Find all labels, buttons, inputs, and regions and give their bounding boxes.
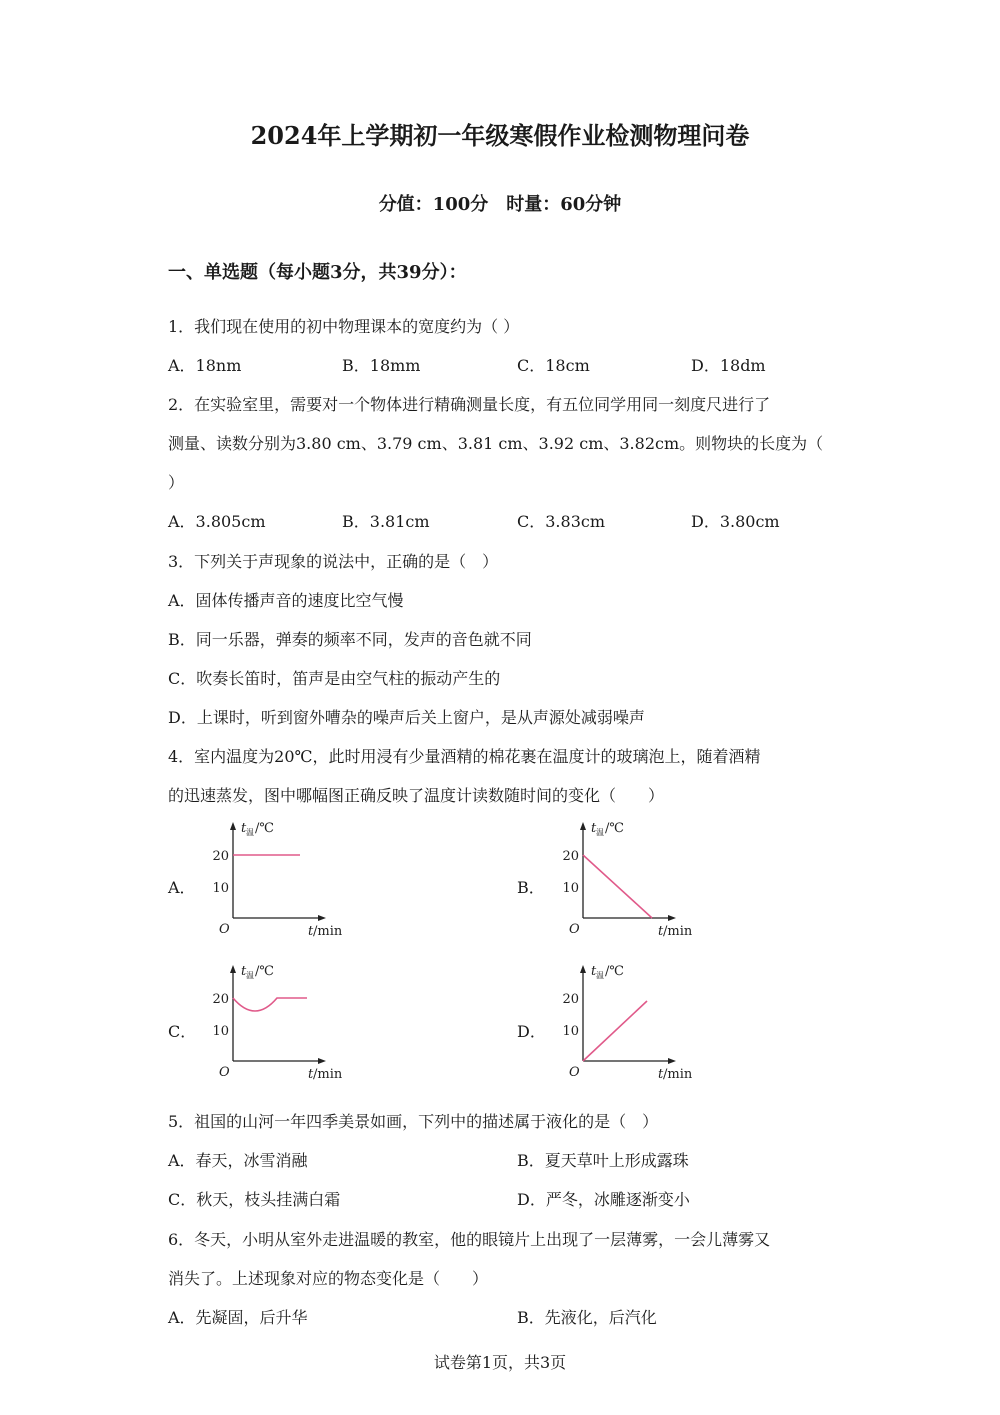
x-axis-label: t	[658, 924, 664, 939]
page-title: 2024年上学期初一年级寒假作业检测物理问卷	[250, 121, 750, 150]
temperature-curve	[233, 998, 307, 1011]
tick-label-20: 20	[562, 849, 579, 864]
q2-option-a: A．3.805cm	[168, 512, 266, 531]
q2-option-d: D．3.80cm	[691, 512, 780, 531]
x-axis-unit: /min	[313, 1067, 343, 1082]
tick-label-20: 20	[212, 849, 229, 864]
q2-stem-line1: 2．在实验室里，需要对一个物体进行精确测量长度，有五位同学用同一刻度尺进行了	[168, 395, 771, 414]
q1-option-b: B．18mm	[342, 356, 421, 375]
q5-option-c: C．秋天，枝头挂满白霜	[168, 1190, 341, 1209]
q4-stem-line2: 的迅速蒸发，图中哪幅图正确反映了温度计读数随时间的变化（ ）	[168, 786, 665, 805]
q3-option-c: C．吹奏长笛时，笛声是由空气柱的振动产生的	[168, 669, 501, 688]
q1-option-c: C．18cm	[517, 356, 590, 375]
q2-option-c: C．3.83cm	[517, 512, 606, 531]
x-axis-arrow	[668, 1058, 676, 1064]
x-axis-arrow	[318, 915, 326, 921]
q4-graph-d	[555, 958, 705, 1088]
exam-info: 分值：100分 时量：60分钟	[378, 194, 622, 215]
origin-label: O	[219, 922, 230, 937]
x-axis-arrow	[668, 915, 676, 921]
q4-label-c: C．	[168, 1022, 197, 1041]
origin-label: O	[569, 922, 580, 937]
q5-option-d: D．严冬，冰雕逐渐变小	[517, 1190, 690, 1209]
y-axis-unit: /℃	[255, 821, 274, 836]
q4-graph-a	[205, 815, 355, 945]
q3-option-a: A．固体传播声音的速度比空气慢	[168, 591, 404, 610]
y-axis-subscript: 温	[246, 971, 254, 980]
q6-stem-line2: 消失了。上述现象对应的物态变化是（ ）	[168, 1269, 489, 1288]
q5-option-b: B．夏天草叶上形成露珠	[517, 1151, 689, 1170]
q3-option-d: D．上课时，听到窗外嘈杂的噪声后关上窗户，是从声源处减弱噪声	[168, 708, 645, 727]
temperature-curve	[583, 855, 652, 918]
y-axis-label: t	[241, 964, 247, 979]
tick-label-10: 10	[562, 1024, 579, 1039]
y-axis-arrow	[230, 965, 236, 973]
q2-stem-line3: ）	[168, 473, 185, 492]
q4-label-d: D．	[517, 1022, 546, 1041]
y-axis-label: t	[591, 821, 597, 836]
section-heading: 一、单选题（每小题3分，共39分）：	[168, 262, 467, 283]
y-axis-arrow	[230, 822, 236, 830]
q1-option-a: A．18nm	[168, 356, 242, 375]
x-axis-arrow	[318, 1058, 326, 1064]
q2-option-b: B．3.81cm	[342, 512, 430, 531]
temperature-curve	[583, 1001, 647, 1061]
y-axis-unit: /℃	[605, 821, 624, 836]
q4-graph-c	[205, 958, 355, 1088]
y-axis-unit: /℃	[605, 964, 624, 979]
y-axis-arrow	[580, 965, 586, 973]
q6-stem-line1: 6．冬天，小明从室外走进温暖的教室，他的眼镜片上出现了一层薄雾，一会儿薄雾又	[168, 1230, 771, 1249]
y-axis-unit: /℃	[255, 964, 274, 979]
tick-label-20: 20	[562, 992, 579, 1007]
x-axis-label: t	[308, 1067, 314, 1082]
q1-option-d: D．18dm	[691, 356, 766, 375]
tick-label-20: 20	[212, 992, 229, 1007]
tick-label-10: 10	[212, 881, 229, 896]
q4-label-b: B．	[517, 878, 545, 897]
origin-label: O	[219, 1065, 230, 1080]
tick-label-10: 10	[212, 1024, 229, 1039]
x-axis-unit: /min	[313, 924, 343, 939]
q5-stem: 5．祖国的山河一年四季美景如画，下列中的描述属于液化的是（ ）	[168, 1112, 659, 1131]
q6-option-a: A．先凝固，后升华	[168, 1308, 308, 1327]
q4-label-a: A．	[168, 878, 196, 897]
origin-label: O	[569, 1065, 580, 1080]
q6-option-b: B．先液化，后汽化	[517, 1308, 657, 1327]
q4-graph-b	[555, 815, 705, 945]
x-axis-label: t	[308, 924, 314, 939]
x-axis-unit: /min	[663, 924, 693, 939]
y-axis-subscript: 温	[596, 828, 604, 837]
q2-stem-line2: 测量、读数分别为3.80 cm、3.79 cm、3.81 cm、3.92 cm、3.82cm。则物块的长度为（	[168, 434, 824, 453]
y-axis-subscript: 温	[246, 828, 254, 837]
tick-label-10: 10	[562, 881, 579, 896]
y-axis-arrow	[580, 822, 586, 830]
y-axis-label: t	[241, 821, 247, 836]
q1-stem: 1．我们现在使用的初中物理课本的宽度约为（ ）	[168, 317, 520, 336]
x-axis-unit: /min	[663, 1067, 693, 1082]
page-footer: 试卷第1页，共3页	[433, 1353, 567, 1372]
q5-option-a: A．春天，冰雪消融	[168, 1151, 308, 1170]
y-axis-label: t	[591, 964, 597, 979]
q3-option-b: B．同一乐器，弹奏的频率不同，发声的音色就不同	[168, 630, 532, 649]
q3-stem: 3．下列关于声现象的说法中，正确的是（ ）	[168, 552, 499, 571]
x-axis-label: t	[658, 1067, 664, 1082]
y-axis-subscript: 温	[596, 971, 604, 980]
q4-stem-line1: 4．室内温度为20℃，此时用浸有少量酒精的棉花裹在温度计的玻璃泡上，随着酒精	[168, 747, 761, 766]
